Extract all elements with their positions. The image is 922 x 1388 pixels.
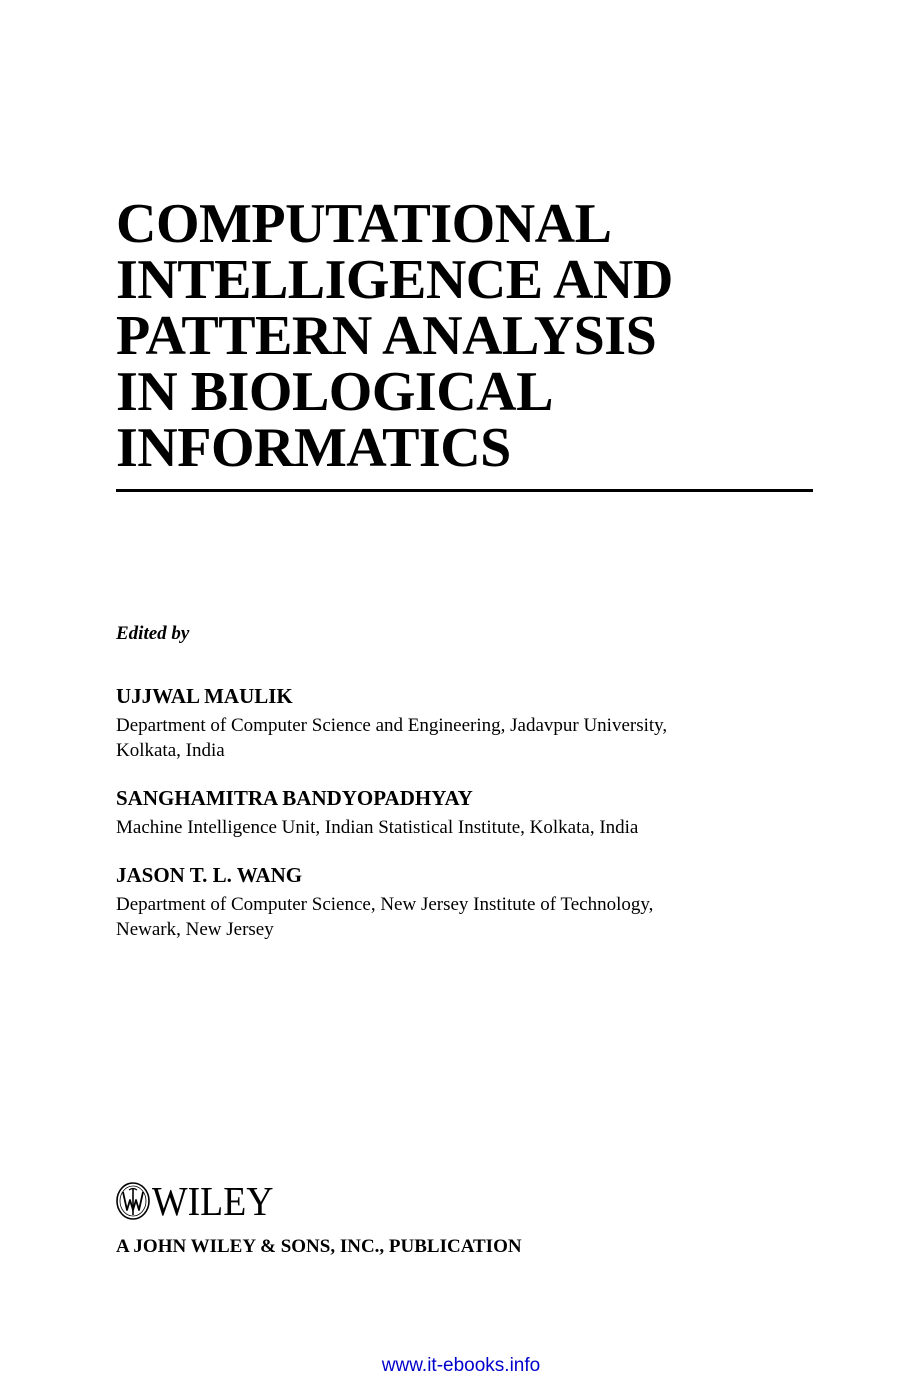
title-line: PATTERN ANALYSIS	[116, 305, 657, 367]
editor-affiliation: Kolkata, India	[116, 740, 225, 761]
book-title	[116, 193, 816, 479]
title-rule	[116, 489, 813, 492]
wiley-seal-icon	[115, 1181, 151, 1221]
title-line: INTELLIGENCE AND	[116, 249, 673, 311]
editor-affiliation: Machine Intelligence Unit, Indian Statistical Institute, Kolkata, India	[116, 817, 639, 838]
title-line: COMPUTATIONAL	[116, 193, 612, 255]
editor-affiliation: Department of Computer Science, New Jersey Institute of Technology,	[116, 894, 654, 915]
source-link[interactable]: www.it-ebooks.info	[381, 1355, 541, 1376]
editor-name: UJJWAL MAULIK	[116, 684, 293, 708]
editor-name: SANGHAMITRA BANDYOPADHYAY	[116, 786, 473, 810]
editor-affiliation: Newark, New Jersey	[116, 919, 274, 940]
wiley-wordmark: WILEY	[152, 1178, 274, 1224]
editor-affiliation: Department of Computer Science and Engineering, Jadavpur University,	[116, 715, 668, 736]
edited-by-label: Edited by	[116, 623, 190, 644]
editor-name: JASON T. L. WANG	[116, 863, 303, 887]
wiley-logo	[115, 1180, 284, 1222]
title-line: IN BIOLOGICAL	[116, 361, 553, 423]
publisher-imprint: A JOHN WILEY & SONS, INC., PUBLICATION	[116, 1236, 522, 1257]
title-line: INFORMATICS	[116, 417, 511, 479]
